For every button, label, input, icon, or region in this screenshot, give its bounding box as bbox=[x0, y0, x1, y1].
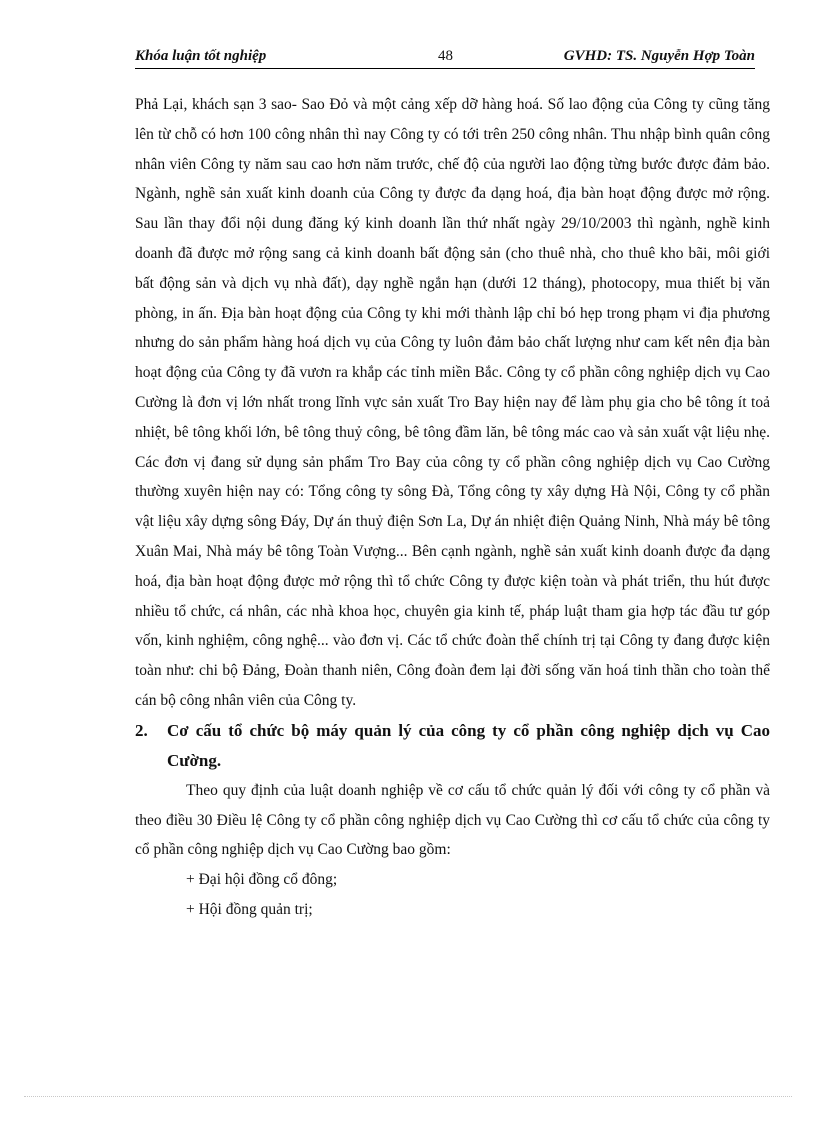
body-paragraph-2: Theo quy định của luật doanh nghiệp về cơ cấu tổ chức quản lý đối với công ty cổ phần và theo điều 30 Điều lệ Công ty cổ phần công nghiệp dịch vụ Cao Cường thì cơ cấu tổ chức của công ty cổ phần công nghiệp dịch vụ Cao Cường bao gồm: bbox=[135, 781, 770, 859]
header-supervisor: GVHD: TS. Nguyễn Hợp Toàn bbox=[563, 48, 755, 64]
section-heading bbox=[135, 716, 770, 776]
header-rule bbox=[135, 68, 755, 69]
document-body bbox=[135, 90, 770, 925]
section-title: Cơ cấu tổ chức bộ máy quản lý của công ty cổ phần công nghiệp dịch vụ Cao Cường. bbox=[167, 720, 770, 770]
list-item: + Đại hội đồng cổ đông; bbox=[186, 871, 338, 889]
list-item: + Hội đồng quản trị; bbox=[186, 900, 313, 918]
page-header bbox=[135, 48, 755, 68]
section-number: 2. bbox=[135, 720, 148, 740]
header-thesis-title: Khóa luận tốt nghiệp bbox=[135, 48, 267, 64]
body-paragraph-1: Phả Lại, khách sạn 3 sao- Sao Đỏ và một cảng xếp dỡ hàng hoá. Số lao động của Công ty cũng tăng lên từ chỗ có hơn 100 công nhân thì nay Công ty có tới trên 250 công nhân. Thu nhập bình quân công nhân viên Công ty năm sau cao hơn năm trước, chế độ của người lao động từng bước được đảm bảo. Ngành, nghề sản xuất kinh doanh của Công ty được đa dạng hoá, địa bàn hoạt động được mở rộng. Sau lần thay đổi nội dung đăng ký kinh doanh lần thứ nhất ngày 29/10/2003 thì ngành, nghề kinh doanh đã được mở rộng sang cả kinh doanh bất động sản (cho thuê nhà, cho thuê kho bãi, môi giới bất động sản và dịch vụ nhà đất), dạy nghề ngắn hạn (dưới 12 tháng), photocopy, mua thiết bị văn phòng, in ấn. Địa bàn hoạt động của Công ty khi mới thành lập chỉ bó hẹp trong phạm vi địa phương nhưng do sản phẩm hàng hoá dịch vụ của Công ty luôn đảm bảo chất lượng như cam kết nên địa bàn hoạt động của Công ty đã vươn ra khắp các tỉnh miền Bắc. Công ty cổ phần công nghiệp dịch vụ Cao Cường là đơn vị lớn nhất trong lĩnh vực sản xuất Tro Bay hiện nay để làm phụ gia cho bê tông ít toả nhiệt, bê tông khối lớn, bê tông thuỷ công, bê tông đầm lăn, bê tông mác cao và sản xuất vật liệu nhẹ. Các đơn vị đang sử dụng sản phẩm Tro Bay của công ty cổ phần công nghiệp dịch vụ Cao Cường thường xuyên hiện nay có: Tổng công ty sông Đà, Tổng công ty xây dựng Hà Nội, Công ty cổ phần vật liệu xây dựng sông Đáy, Dự án thuỷ điện Sơn La, Dự án nhiệt điện Quảng Ninh, Nhà máy bê tông Xuân Mai, Nhà máy bê tông Toàn Vượng... Bên cạnh ngành, nghề sản xuất kinh doanh được đa dạng hoá, địa bàn hoạt động được mở rộng thì tổ chức Công ty được kiện toàn và phát triển, thu hút được nhiều tổ chức, cá nhân, các nhà khoa học, chuyên gia kinh tế, pháp luật tham gia hợp tác đầu tư góp vốn, kinh nghiệm, công nghệ... vào đơn vị. Các tổ chức đoàn thể chính trị tại Công ty đang được kiện toàn như: chi bộ Đảng, Đoàn thanh niên, Công đoàn đem lại đời sống văn hoá tinh thần cho toàn thể cán bộ công nhân viên của Công ty. bbox=[135, 96, 770, 709]
page-bottom-divider bbox=[24, 1096, 792, 1097]
page-number: 48 bbox=[438, 48, 453, 64]
